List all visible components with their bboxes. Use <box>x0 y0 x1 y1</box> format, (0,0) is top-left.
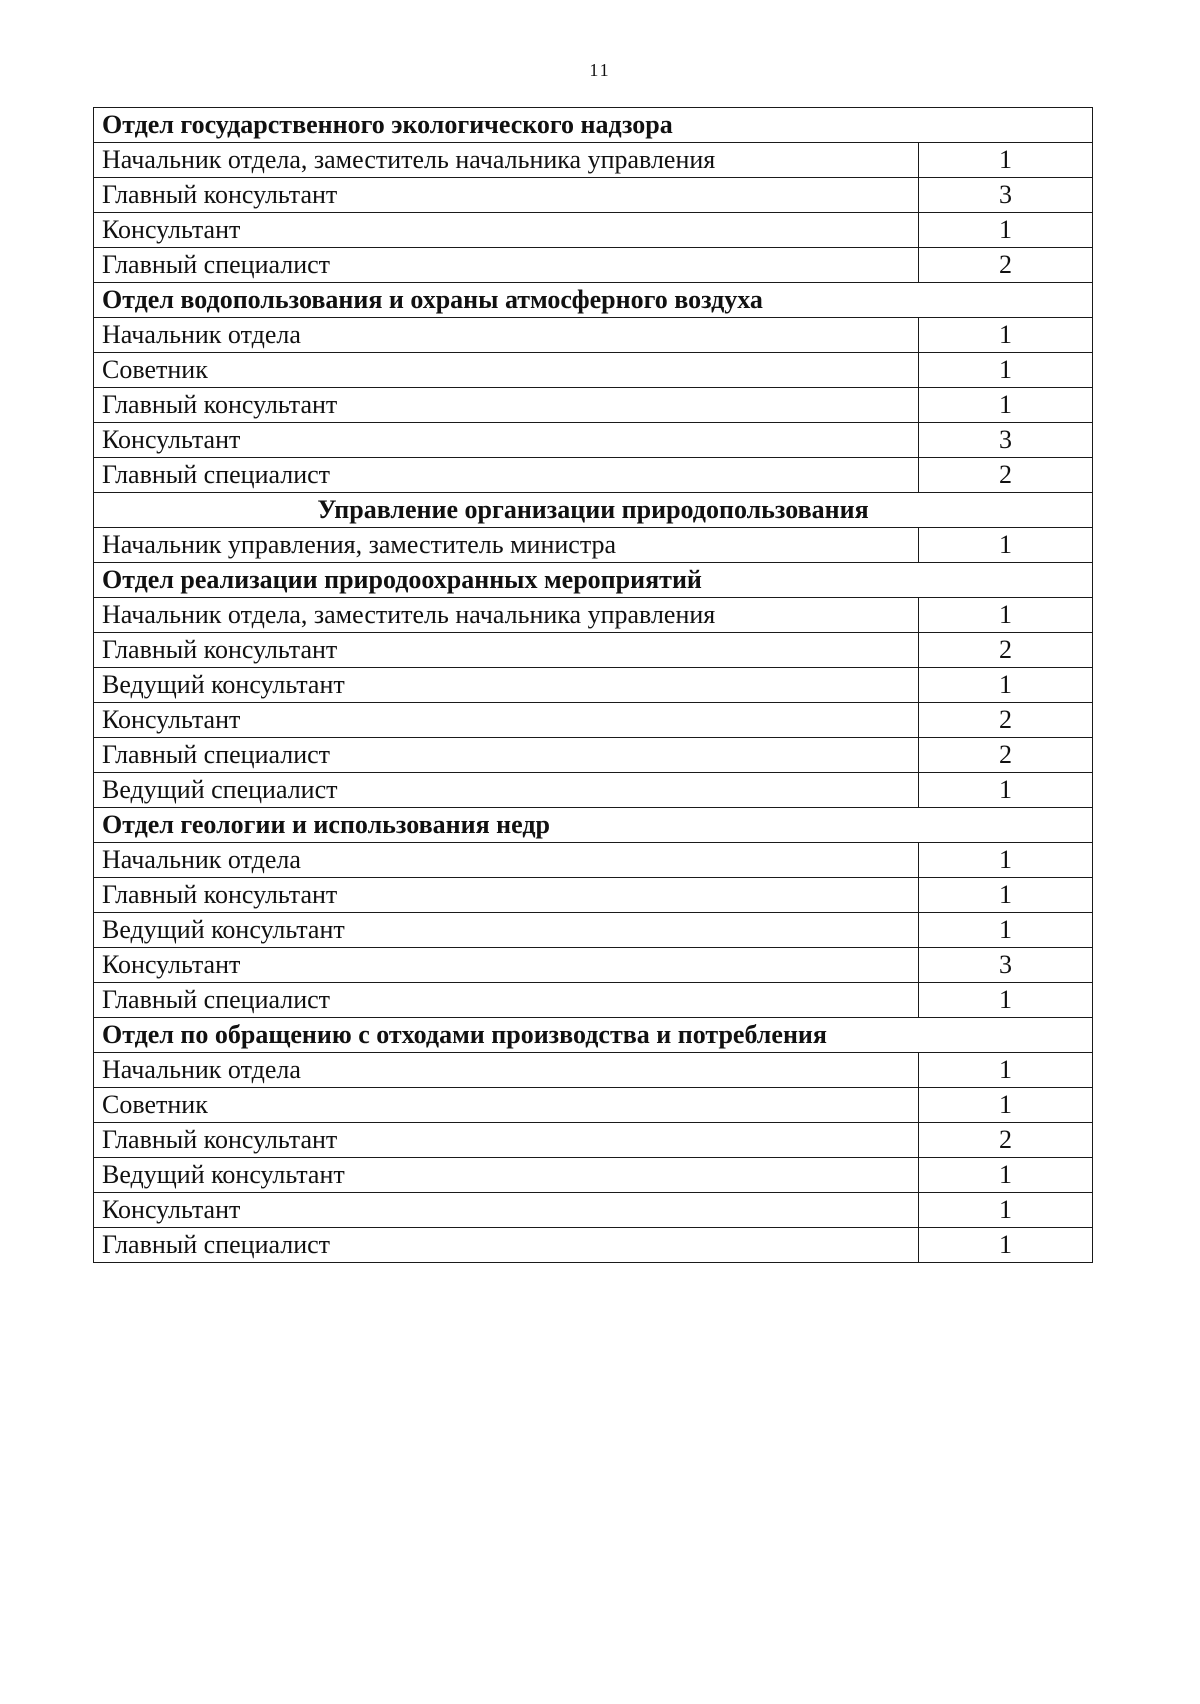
department-title: Отдел государственного экологического надзора <box>94 108 1093 143</box>
position-count: 1 <box>919 1158 1093 1193</box>
position-name: Главный специалист <box>94 1228 919 1263</box>
table-row <box>94 213 1093 248</box>
position-count: 1 <box>919 668 1093 703</box>
position-name: Советник <box>94 1088 919 1123</box>
section-header-row <box>94 283 1093 318</box>
table-row <box>94 1053 1093 1088</box>
position-name: Главный консультант <box>94 878 919 913</box>
position-count: 3 <box>919 178 1093 213</box>
position-count: 1 <box>919 598 1093 633</box>
position-count: 1 <box>919 913 1093 948</box>
position-count: 2 <box>919 633 1093 668</box>
position-name: Главный специалист <box>94 738 919 773</box>
position-count: 2 <box>919 703 1093 738</box>
position-count: 3 <box>919 948 1093 983</box>
table-row <box>94 633 1093 668</box>
position-count: 1 <box>919 528 1093 563</box>
position-name: Главный консультант <box>94 388 919 423</box>
department-title: Отдел геологии и использования недр <box>94 808 1093 843</box>
position-count: 1 <box>919 843 1093 878</box>
table-row <box>94 143 1093 178</box>
position-count: 3 <box>919 423 1093 458</box>
table-row <box>94 458 1093 493</box>
section-header-row <box>94 808 1093 843</box>
position-count: 1 <box>919 143 1093 178</box>
table-row <box>94 913 1093 948</box>
position-name: Главный консультант <box>94 178 919 213</box>
table-row <box>94 1123 1093 1158</box>
table-row <box>94 948 1093 983</box>
table-row <box>94 528 1093 563</box>
position-count: 2 <box>919 248 1093 283</box>
position-count: 1 <box>919 1088 1093 1123</box>
position-name: Ведущий консультант <box>94 1158 919 1193</box>
position-name: Начальник отдела, заместитель начальника управления <box>94 143 919 178</box>
table-row <box>94 1088 1093 1123</box>
position-name: Советник <box>94 353 919 388</box>
position-name: Ведущий консультант <box>94 913 919 948</box>
page-number: 11 <box>589 60 611 80</box>
position-count: 2 <box>919 1123 1093 1158</box>
section-header-row <box>94 563 1093 598</box>
table-row <box>94 388 1093 423</box>
position-count: 1 <box>919 1193 1093 1228</box>
position-name: Главный специалист <box>94 983 919 1018</box>
position-name: Главный консультант <box>94 1123 919 1158</box>
table-row <box>94 773 1093 808</box>
table-row <box>94 983 1093 1018</box>
position-count: 1 <box>919 388 1093 423</box>
table-row <box>94 598 1093 633</box>
staffing-table <box>93 107 1093 1263</box>
position-name: Консультант <box>94 213 919 248</box>
position-name: Начальник отдела <box>94 318 919 353</box>
table-row <box>94 1193 1093 1228</box>
staffing-table-body <box>94 108 1093 1263</box>
department-title: Отдел по обращению с отходами производства и потребления <box>94 1018 1093 1053</box>
table-row <box>94 1158 1093 1193</box>
table-row <box>94 318 1093 353</box>
position-count: 1 <box>919 1053 1093 1088</box>
position-name: Начальник отдела <box>94 843 919 878</box>
position-name: Главный специалист <box>94 248 919 283</box>
section-header-row <box>94 108 1093 143</box>
section-header-row <box>94 1018 1093 1053</box>
position-count: 1 <box>919 318 1093 353</box>
table-row <box>94 703 1093 738</box>
table-row <box>94 423 1093 458</box>
position-name: Ведущий специалист <box>94 773 919 808</box>
table-row <box>94 738 1093 773</box>
position-name: Консультант <box>94 423 919 458</box>
position-count: 1 <box>919 878 1093 913</box>
section-header-row <box>94 493 1093 528</box>
position-name: Консультант <box>94 948 919 983</box>
position-count: 1 <box>919 773 1093 808</box>
department-title: Отдел водопользования и охраны атмосферного воздуха <box>94 283 1093 318</box>
position-count: 2 <box>919 738 1093 773</box>
position-name: Консультант <box>94 703 919 738</box>
department-title: Отдел реализации природоохранных мероприятий <box>94 563 1093 598</box>
table-row <box>94 353 1093 388</box>
table-row <box>94 178 1093 213</box>
table-row <box>94 843 1093 878</box>
position-name: Начальник управления, заместитель министра <box>94 528 919 563</box>
position-name: Ведущий консультант <box>94 668 919 703</box>
position-count: 2 <box>919 458 1093 493</box>
department-title: Управление организации природопользования <box>94 493 1093 528</box>
position-count: 1 <box>919 983 1093 1018</box>
position-name: Начальник отдела, заместитель начальника управления <box>94 598 919 633</box>
table-row <box>94 1228 1093 1263</box>
table-row <box>94 248 1093 283</box>
position-name: Начальник отдела <box>94 1053 919 1088</box>
position-name: Консультант <box>94 1193 919 1228</box>
position-name: Главный специалист <box>94 458 919 493</box>
position-count: 1 <box>919 353 1093 388</box>
position-count: 1 <box>919 213 1093 248</box>
table-row <box>94 878 1093 913</box>
position-name: Главный консультант <box>94 633 919 668</box>
position-count: 1 <box>919 1228 1093 1263</box>
table-row <box>94 668 1093 703</box>
